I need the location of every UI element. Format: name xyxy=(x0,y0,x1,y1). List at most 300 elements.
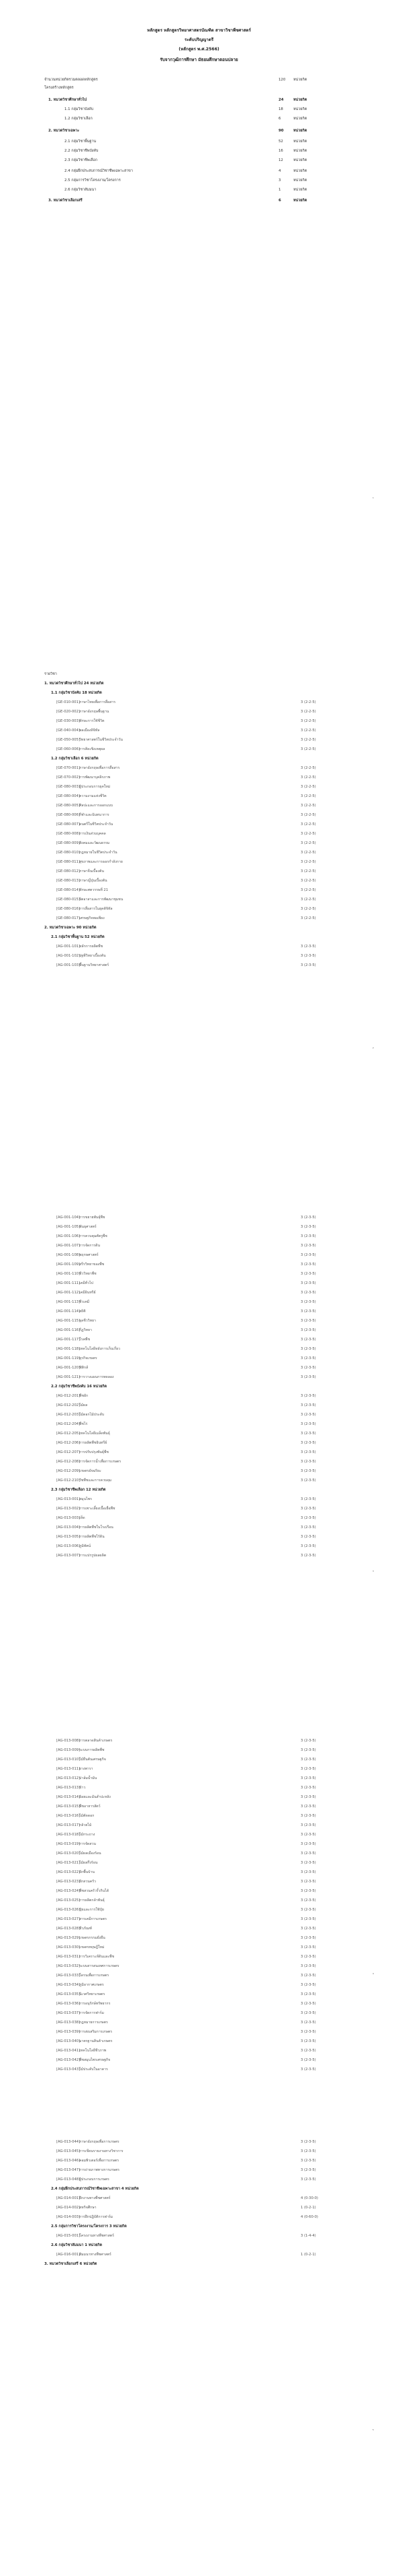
course-code: [AG-014-002] xyxy=(56,2206,81,2210)
course-code: [AG-013-044] xyxy=(56,2140,81,2144)
course-row xyxy=(0,2157,398,2164)
course-row xyxy=(0,2139,398,2145)
summary-total-row xyxy=(0,76,398,83)
course-row xyxy=(0,1393,398,1399)
course-name: ภาษาอังกฤษเพื่อการสื่อสาร xyxy=(79,766,120,770)
course-code: [AG-013-022] xyxy=(56,1870,81,1874)
course-credit: 3 (2-3-5) xyxy=(301,1216,316,1220)
course-name: กีฏวิทยา xyxy=(79,1328,92,1332)
course-row xyxy=(0,1224,398,1230)
course-name: ชีววิทยาพืช xyxy=(79,1272,97,1276)
course-row xyxy=(0,868,398,875)
course-code: [AG-013-012] xyxy=(56,1776,81,1780)
course-credit: 3 (2-3-5) xyxy=(301,1413,316,1417)
course-name: การปรับปรุงพันธุ์พืช xyxy=(79,1450,109,1454)
course-name: ภาษาอังกฤษเพื่อการเกษตร xyxy=(79,2140,119,2144)
section-heading xyxy=(0,924,398,931)
course-row xyxy=(0,1496,398,1503)
course-code: [AG-013-004] xyxy=(56,1525,81,1529)
summary-item-value: 18 xyxy=(279,107,283,111)
course-credit: 3 (2-2-5) xyxy=(301,916,316,920)
course-name: ชีวภัณฑ์ xyxy=(79,1927,92,1931)
course-name: การผลิตกล้าพันธุ์ xyxy=(79,1898,105,1902)
course-credit: 3 (2-3-5) xyxy=(301,1516,316,1520)
course-credit: 3 (2-3-5) xyxy=(301,1964,316,1968)
course-credit: 3 (2-3-5) xyxy=(301,1786,316,1790)
course-credit: 3 (2-3-5) xyxy=(301,1776,316,1780)
course-row xyxy=(0,1850,398,1857)
course-code: [AG-013-019] xyxy=(56,1842,81,1846)
course-row xyxy=(0,2176,398,2183)
course-credit: 3 (2-3-5) xyxy=(301,1309,316,1313)
course-code: [AG-001-119] xyxy=(56,1356,81,1360)
course-name: เคมีทั่วไป xyxy=(79,1281,93,1285)
course-code: [GE-030-003] xyxy=(56,719,80,723)
course-name: เทคโนโลยีหลังการเก็บเกี่ยว xyxy=(79,1347,121,1351)
course-row xyxy=(0,2167,398,2174)
course-credit: 3 (2-3-5) xyxy=(301,954,316,958)
course-name: การจัดการฟาร์ม xyxy=(79,2011,104,2015)
course-name: การฝึกปฏิบัติการฟาร์ม xyxy=(79,2215,113,2219)
course-code: [AG-012-209] xyxy=(56,1469,81,1473)
course-row xyxy=(0,1430,398,1437)
course-name: การวิเคราะห์ดินและพืช xyxy=(79,1955,115,1959)
course-code: [GE-080-007] xyxy=(56,822,80,826)
course-credit: 3 (2-3-5) xyxy=(301,1805,316,1809)
course-code: [AG-001-117] xyxy=(56,1338,81,1342)
summary-total-value: 120 xyxy=(279,78,286,82)
course-row xyxy=(0,1252,398,1258)
summary-item-label: 2.3 กลุ่มวิชาชีพเลือก xyxy=(64,158,97,162)
summary-item-row xyxy=(0,186,398,193)
section-heading xyxy=(0,2186,398,2192)
course-credit: 3 (2-3-5) xyxy=(301,1356,316,1360)
course-row xyxy=(0,1756,398,1763)
course-name: ไม้ผลเมืองร้อน xyxy=(79,1851,101,1856)
course-code: [AG-012-201] xyxy=(56,1394,81,1398)
section-title: 2.4 กลุ่มฝึกประสบการณ์วิชาชีพเฉพาะสาขา 4 หน่วยกิต xyxy=(51,2187,139,2191)
course-code: [AG-001-101] xyxy=(56,945,81,949)
course-code: [AG-012-203] xyxy=(56,1413,81,1417)
course-name: ระบบสารสนเทศการเกษตร xyxy=(79,1964,119,1968)
course-credit: 4 (0-60-0) xyxy=(301,2215,318,2219)
course-row xyxy=(0,1355,398,1362)
course-code: [AG-013-046] xyxy=(56,2159,81,2163)
summary-item-unit: หน่วยกิต xyxy=(293,149,307,153)
course-row xyxy=(0,1747,398,1754)
course-credit: 3 (2-2-5) xyxy=(301,869,316,873)
course-credit: 3 (2-2-5) xyxy=(301,710,316,714)
course-name: การจัดการดิน xyxy=(79,1244,101,1248)
course-credit: 3 (2-3-5) xyxy=(301,1403,316,1407)
course-name: ไม้ยืนต้นเศรษฐกิจ xyxy=(79,1758,106,1762)
course-name: ยางพารา xyxy=(79,1767,93,1771)
course-name: ความงามแห่งชีวิต xyxy=(79,794,107,798)
section-title: 3. หมวดวิชาเลือกเสรี 6 หน่วยกิต xyxy=(44,2262,97,2266)
course-credit: 3 (2-3-5) xyxy=(301,1300,316,1304)
section-heading xyxy=(0,680,398,687)
course-credit: 3 (2-2-5) xyxy=(301,898,316,902)
course-code: [AG-012-210] xyxy=(56,1479,81,1483)
summary-item-value: 1 xyxy=(279,188,281,192)
course-code: [AG-013-025] xyxy=(56,1898,81,1902)
section-title: 2.1 กลุ่มวิชาพื้นฐาน 52 หน่วยกิต xyxy=(51,935,105,939)
course-credit: 3 (2-3-5) xyxy=(301,2002,316,2006)
course-credit: 3 (2-3-5) xyxy=(301,1554,316,1558)
course-credit: 3 (2-3-5) xyxy=(301,963,316,967)
course-code: [AG-013-017] xyxy=(56,1823,81,1827)
course-row xyxy=(0,802,398,809)
course-credit: 3 (2-3-5) xyxy=(301,1748,316,1752)
course-code: [AG-001-118] xyxy=(56,1347,81,1351)
course-code: [AG-016-001] xyxy=(56,2253,81,2257)
course-credit: 3 (2-3-5) xyxy=(301,2068,316,2072)
section-heading xyxy=(0,755,398,762)
course-credit: 3 (2-3-5) xyxy=(301,1823,316,1827)
course-name: ไม้ประดับในอาคาร xyxy=(79,2068,108,2072)
course-code: [AG-013-033] xyxy=(56,1974,81,1978)
course-code: [AG-013-024] xyxy=(56,1889,81,1893)
summary-item-label: 2.4 กลุ่มฝึกประสบการณ์วิชาชีพเฉพาะสาขา xyxy=(64,169,133,173)
summary-item-row xyxy=(0,157,398,164)
course-row xyxy=(0,1421,398,1428)
course-credit: 3 (2-3-5) xyxy=(301,1272,316,1276)
course-code: [AG-013-034] xyxy=(56,1983,81,1987)
summary-item-unit: หน่วยกิต xyxy=(293,178,307,182)
course-row xyxy=(0,1402,398,1409)
course-code: [AG-013-011] xyxy=(56,1767,81,1771)
course-credit: 3 (2-3-5) xyxy=(301,2149,316,2153)
course-code: [AG-013-041] xyxy=(56,2049,81,2053)
course-name: ฟิสิกส์ xyxy=(79,1366,89,1370)
course-code: [AG-013-007] xyxy=(56,1554,81,1558)
course-code: [GE-080-008] xyxy=(56,832,80,836)
course-row xyxy=(0,727,398,734)
course-row xyxy=(0,746,398,753)
course-code: [AG-001-116] xyxy=(56,1328,81,1332)
section-heading xyxy=(0,1487,398,1493)
course-row xyxy=(0,1261,398,1268)
course-row xyxy=(0,2066,398,2073)
course-name: เกษตรกรรมยั่งยืน xyxy=(79,1936,105,1940)
course-credit: 3 (2-2-5) xyxy=(301,860,316,864)
course-row xyxy=(0,1869,398,1876)
course-code: [AG-013-031] xyxy=(56,1955,81,1959)
page-number: 3 xyxy=(372,1570,374,1572)
course-credit: 3 (2-2-5) xyxy=(301,766,316,770)
course-credit: 3 (2-2-5) xyxy=(301,841,316,845)
course-code: [AG-013-016] xyxy=(56,1814,81,1818)
document-page xyxy=(0,0,398,644)
course-credit: 3 (2-3-5) xyxy=(301,2011,316,2015)
course-name: ชีวเคมี xyxy=(79,1300,90,1304)
course-code: [AG-013-042] xyxy=(56,2058,81,2062)
document-page xyxy=(0,1717,398,2120)
course-row xyxy=(0,1214,398,1221)
course-name: นิเวศวิทยาเกษตร xyxy=(79,1992,105,1996)
course-credit: 3 (2-3-5) xyxy=(301,1535,316,1539)
course-code: [GE-080-014] xyxy=(56,888,80,892)
course-code: [GE-080-012] xyxy=(56,869,80,873)
course-name: สมุนไพร xyxy=(79,1497,92,1501)
course-row xyxy=(0,1449,398,1456)
course-credit: 3 (2-3-5) xyxy=(301,2021,316,2025)
course-row xyxy=(0,1346,398,1352)
course-name: เห็ด xyxy=(79,1516,85,1520)
course-credit: 3 (2-3-5) xyxy=(301,1908,316,1912)
course-credit: 3 (2-3-5) xyxy=(301,1263,316,1267)
course-row xyxy=(0,2148,398,2155)
course-name: มาตรฐานสินค้าเกษตร xyxy=(79,2039,113,2043)
section-heading xyxy=(0,2223,398,2230)
course-code: [AG-001-121] xyxy=(56,1375,81,1379)
page-number: 1 xyxy=(372,496,374,499)
course-name: การสื่อสารในยุคดิจิทัล xyxy=(79,907,113,911)
course-row xyxy=(0,1515,398,1521)
section-heading xyxy=(0,934,398,941)
course-code: [AG-013-045] xyxy=(56,2149,81,2153)
course-code: [GE-070-001] xyxy=(56,766,80,770)
course-name: การตลาดสินค้าเกษตร xyxy=(79,1739,113,1743)
course-name: เกษตรอัจฉริยะ xyxy=(79,1469,101,1473)
course-credit: 3 (2-3-5) xyxy=(301,1870,316,1874)
section-heading xyxy=(0,690,398,696)
course-name: การเพาะเลี้ยงเนื้อเยื่อพืช xyxy=(79,1507,115,1511)
summary-item-value: 6 xyxy=(279,199,281,203)
course-credit: 3 (2-3-5) xyxy=(301,1927,316,1931)
course-credit: 4 (0-30-0) xyxy=(301,2196,318,2200)
course-name: สัมมนาทางพืชศาสตร์ xyxy=(79,2253,111,2257)
course-code: [GE-070-002] xyxy=(56,775,80,780)
course-code: [AG-013-020] xyxy=(56,1851,81,1856)
section-heading xyxy=(0,2261,398,2267)
course-name: การเขียนรายงานทางวิชาการ xyxy=(79,2149,123,2153)
course-credit: 3 (2-3-5) xyxy=(301,1983,316,1987)
course-name: เคมีอินทรีย์ xyxy=(79,1291,96,1295)
course-name: ภาษาอังกฤษพื้นฐาน xyxy=(79,710,109,714)
course-row xyxy=(0,1888,398,1894)
course-name: การผลิตพืชไร้ดิน xyxy=(79,1535,105,1539)
course-code: [GE-080-013] xyxy=(56,879,80,883)
course-name: ข้าว xyxy=(79,1786,86,1790)
header-line2: ระดับปริญญาตรี xyxy=(184,38,214,42)
course-credit: 3 (2-2-5) xyxy=(301,719,316,723)
summary-item-label: 2. หมวดวิชาเฉพาะ xyxy=(48,129,80,133)
course-row xyxy=(0,896,398,903)
course-name: เกษตรทฤษฎีใหม่ xyxy=(79,1945,105,1949)
course-row xyxy=(0,1468,398,1474)
course-row xyxy=(0,2233,398,2239)
course-credit: 3 (2-3-5) xyxy=(301,2030,316,2034)
course-row xyxy=(0,821,398,828)
course-credit: 3 (2-3-5) xyxy=(301,1291,316,1295)
course-row xyxy=(0,765,398,771)
course-row xyxy=(0,1364,398,1371)
course-row xyxy=(0,1411,398,1418)
summary-total-label: จำนวนหน่วยกิตรวมตลอดหลักสูตร xyxy=(44,78,98,82)
course-row xyxy=(0,1982,398,1988)
course-code: [GE-010-001] xyxy=(56,700,80,704)
course-code: [AG-012-208] xyxy=(56,1460,81,1464)
course-credit: 3 (2-3-5) xyxy=(301,2159,316,2163)
course-row xyxy=(0,793,398,800)
course-name: พืชอาหารสัตว์ xyxy=(79,1805,101,1809)
course-credit: 3 (2-3-5) xyxy=(301,1497,316,1501)
section-title: 2.6 กลุ่มวิชาสัมมนา 1 หน่วยกิต xyxy=(51,2243,103,2247)
course-row xyxy=(0,1505,398,1512)
course-row xyxy=(0,774,398,781)
course-code: [AG-013-018] xyxy=(56,1833,81,1837)
course-code: [AG-013-029] xyxy=(56,1936,81,1940)
course-row xyxy=(0,2057,398,2063)
course-row xyxy=(0,2010,398,2017)
course-credit: 3 (2-3-5) xyxy=(301,1366,316,1370)
course-name: การวางแผนการทดลอง xyxy=(79,1375,114,1379)
course-name: การส่งเสริมการเกษตร xyxy=(79,2030,113,2034)
course-code: [AG-001-111] xyxy=(56,1281,81,1285)
course-code: [AG-013-035] xyxy=(56,1992,81,1996)
course-name: กีฬาและนันทนาการ xyxy=(79,813,109,817)
course-name: ผู้ประกอบการยุคใหม่ xyxy=(79,785,111,789)
summary-item-label: 2.5 กลุ่มการวิชาโครงงาน/โครงการ xyxy=(64,178,121,182)
course-credit: 3 (2-3-5) xyxy=(301,1507,316,1511)
course-credit: 3 (2-2-5) xyxy=(301,813,316,817)
course-code: [AG-001-103] xyxy=(56,963,81,967)
course-code: [AG-001-105] xyxy=(56,1225,81,1229)
course-code: [AG-013-001] xyxy=(56,1497,81,1501)
course-row xyxy=(0,1242,398,1249)
course-name: การควบคุมศัตรูพืช xyxy=(79,1234,107,1238)
course-credit: 3 (2-2-5) xyxy=(301,747,316,751)
course-row xyxy=(0,1775,398,1782)
course-name: ปาล์มน้ำมัน xyxy=(79,1776,97,1780)
course-code: [GE-080-009] xyxy=(56,841,80,845)
course-code: [AG-001-115] xyxy=(56,1319,81,1323)
summary-item-unit: หน่วยกิต xyxy=(293,158,307,162)
summary-item-row xyxy=(0,138,398,145)
course-row xyxy=(0,859,398,865)
course-code: [GE-080-005] xyxy=(56,804,80,808)
section-title: 1.1 กลุ่มวิชาบังคับ 18 หน่วยกิต xyxy=(51,691,102,695)
course-code: [AG-013-038] xyxy=(56,2021,81,2025)
course-credit: 3 (2-3-5) xyxy=(301,1739,316,1743)
course-row xyxy=(0,737,398,743)
course-credit: 3 (2-3-5) xyxy=(301,1945,316,1949)
course-code: [AG-013-028] xyxy=(56,1927,81,1931)
course-row xyxy=(0,840,398,847)
course-name: ภาษาจีนเบื้องต้น xyxy=(79,869,104,873)
summary-item-label: 2.2 กลุ่มวิชาชีพบังคับ xyxy=(64,149,99,153)
page-number: 2 xyxy=(372,1046,374,1049)
course-credit: 1 (0-2-1) xyxy=(301,2206,316,2210)
section-title: 2.2 กลุ่มวิชาชีพบังคับ 16 หน่วยกิต xyxy=(51,1385,107,1389)
course-row xyxy=(0,1327,398,1334)
course-credit: 3 (2-3-5) xyxy=(301,1347,316,1351)
course-name: เทคโนโลยีชีวภาพ xyxy=(79,2049,107,2053)
course-code: [GE-040-004] xyxy=(56,729,80,733)
course-row xyxy=(0,1440,398,1446)
course-credit: 3 (2-3-5) xyxy=(301,1814,316,1818)
summary-item-unit: หน่วยกิต xyxy=(293,129,307,133)
course-code: [AG-012-206] xyxy=(56,1441,81,1445)
course-name: ภูมิทัศน์ xyxy=(79,1544,91,1548)
course-code: [AG-001-109] xyxy=(56,1263,81,1267)
header-line4: รับจากวุฒิการศึกษา มัธยมศึกษาตอนปลาย xyxy=(160,57,238,62)
course-row xyxy=(0,1737,398,1744)
course-row xyxy=(0,1543,398,1550)
document-page xyxy=(0,644,398,1194)
course-credit: 3 (2-3-5) xyxy=(301,1375,316,1379)
summary-item-row xyxy=(0,115,398,122)
summary-item-label: 1. หมวดวิชาศึกษาทั่วไป xyxy=(48,98,87,102)
course-name: วัชพืชและการควบคุม xyxy=(79,1479,112,1483)
course-name: ไม้ดอกไม้ประดับ xyxy=(79,1413,105,1417)
course-name: พืชสวนครัวรั้วกินได้ xyxy=(79,1889,109,1893)
course-name: ไม้ผลกึ่งร้อน xyxy=(79,1861,98,1865)
course-row xyxy=(0,943,398,950)
course-code: [AG-012-204] xyxy=(56,1422,81,1426)
section-title: 1. หมวดวิชาศึกษาทั่วไป 24 หน่วยกิต xyxy=(44,682,104,686)
course-credit: 3 (2-3-5) xyxy=(301,1422,316,1426)
course-credit: 3 (2-2-5) xyxy=(301,832,316,836)
course-name: การจัดการน้ำเพื่อการเกษตร xyxy=(79,1460,121,1464)
course-name: กฎหมายในชีวิตประจำวัน xyxy=(79,851,117,855)
summary-item-label: 2.6 กลุ่มวิชาสัมมนา xyxy=(64,188,97,192)
course-name: ไม้ตัดดอก xyxy=(79,1814,95,1818)
course-name: กล้วยไม้ xyxy=(79,1823,92,1827)
course-row xyxy=(0,1784,398,1791)
course-row xyxy=(0,1907,398,1913)
course-name: ผู้ประกอบการเกษตร xyxy=(79,2178,109,2182)
course-name: โรคพืช xyxy=(79,1338,90,1342)
course-credit: 3 (2-2-5) xyxy=(301,775,316,780)
summary-item-value: 16 xyxy=(279,149,283,153)
summary-total-unit: หน่วยกิต xyxy=(293,78,307,82)
course-row xyxy=(0,1336,398,1343)
course-code: [AG-001-102] xyxy=(56,954,81,958)
course-code: [AG-013-032] xyxy=(56,1964,81,1968)
course-name: การแปรรูปผลผลิต xyxy=(79,1554,107,1558)
course-code: [AG-013-005] xyxy=(56,1535,81,1539)
course-name: กฎหมายการเกษตร xyxy=(79,2021,108,2025)
course-row xyxy=(0,708,398,715)
course-name: ฝึกงานทางพืชศาสตร์ xyxy=(79,2196,111,2200)
course-credit: 3 (2-3-5) xyxy=(301,1936,316,1940)
course-row xyxy=(0,1280,398,1287)
course-row xyxy=(0,1841,398,1847)
course-credit: 3 (2-3-5) xyxy=(301,1479,316,1483)
course-row xyxy=(0,953,398,959)
course-name: สังคมและวัฒนธรรม xyxy=(79,841,110,845)
course-row xyxy=(0,877,398,884)
section-title: 1.2 กลุ่มวิชาเลือก 6 หน่วยกิต xyxy=(51,757,99,761)
course-row xyxy=(0,1925,398,1932)
summary-item-row xyxy=(0,177,398,184)
course-credit: 3 (2-3-5) xyxy=(301,1955,316,1959)
course-credit: 3 (2-3-5) xyxy=(301,1432,316,1436)
course-credit: 3 (2-3-5) xyxy=(301,1253,316,1257)
course-credit: 3 (2-3-5) xyxy=(301,1833,316,1837)
section-title: 2. หมวดวิชาเฉพาะ 90 หน่วยกิต xyxy=(44,926,97,930)
course-name: โครงงานทางพืชศาสตร์ xyxy=(79,2234,114,2238)
course-code: [AG-013-013] xyxy=(56,1786,81,1790)
course-code: [AG-013-003] xyxy=(56,1516,81,1520)
course-name: การขยายพันธุ์พืช xyxy=(79,1216,105,1220)
course-row xyxy=(0,1944,398,1951)
course-row xyxy=(0,1233,398,1240)
course-credit: 3 (2-3-5) xyxy=(301,1758,316,1762)
course-credit: 3 (2-3-5) xyxy=(301,1450,316,1454)
